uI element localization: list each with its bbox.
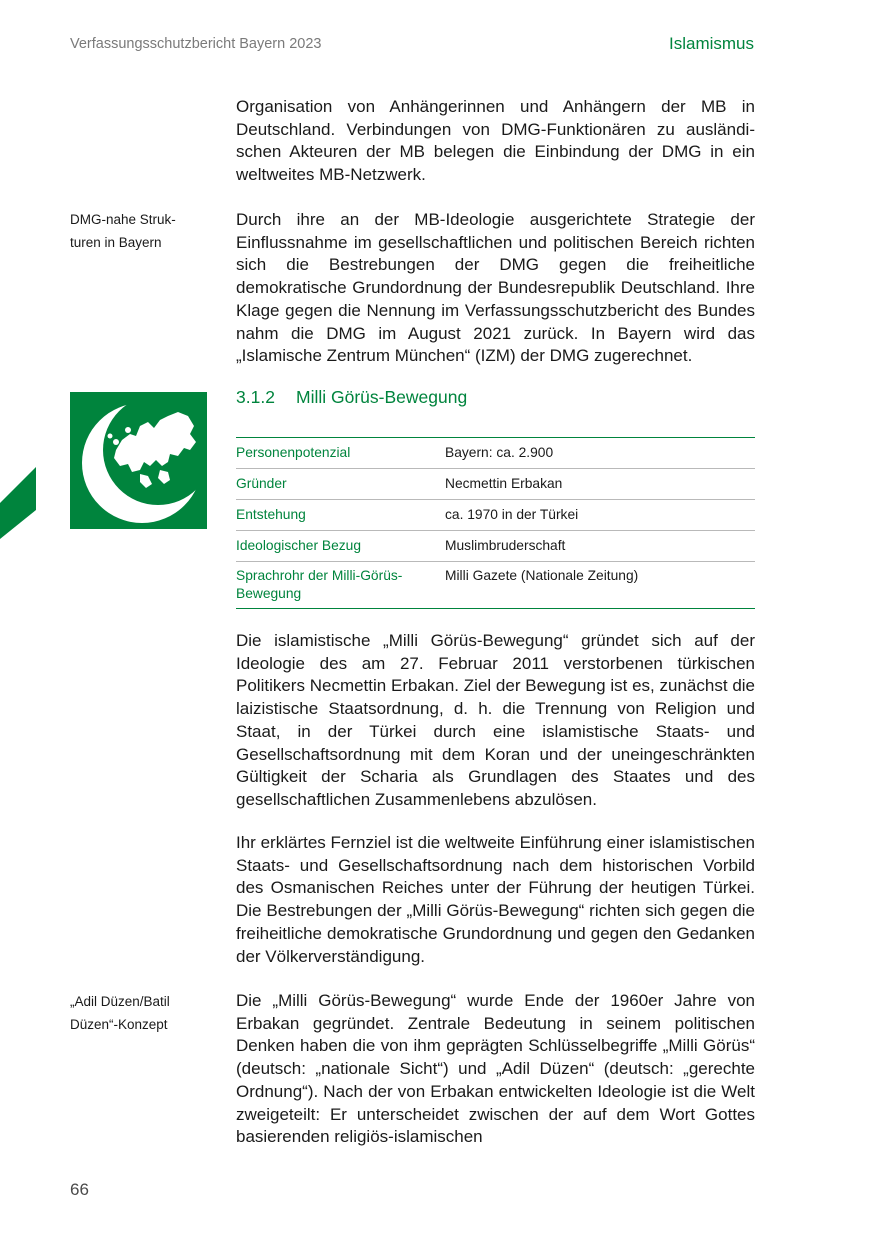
margin-note-adil-duezen: [70, 990, 210, 1036]
paragraph-fernziel: Ihr erklärtes Fernziel ist die weltweite Einführung einer islamistischen Staats- und Gesellschaftsordnung nach dem historischen Vorbild des Osmanischen Reiches unter der Führung der heutigen Türkei. Die Bestrebungen der „Milli Görüs-Bewegung“ richten sich gegen die freiheitliche demokratische Grundordnung und gegen den Gedanken der Völkerverständigung.: [236, 833, 755, 966]
fact-row: [236, 438, 755, 469]
fact-value: Milli Gazete (Nationale Zeitung): [445, 568, 639, 583]
fact-label: Personenpotenzial: [236, 445, 351, 460]
margin-note-line: Düzen“-Konzept: [70, 1017, 168, 1032]
fact-value: Necmettin Erbakan: [445, 476, 563, 491]
fact-row: [236, 562, 755, 608]
paragraph-dmg-strategie: Durch ihre an der MB-Ideologie ausgerichtete Strategie der Einflussnahme im gesellschaftlichen und politischen Bereich richten sich die Bestrebungen der DMG gegen die freiheitliche demokratische Grundordnung der Bundesrepublik Deutschland. Ihre Klage gegen die Nennung im Verfassungsschutzbericht des Bundes nahm die DMG im August 2021 zurück. In Bayern wird das „Islamische Zentrum München“ (IZM) der DMG zugerechnet.: [236, 210, 755, 366]
running-header-section: Islamismus: [668, 34, 754, 53]
margin-note-line: „Adil Düzen/Batil: [70, 994, 170, 1009]
fact-label: Entstehung: [236, 507, 306, 522]
green-triangle-tab-icon: [0, 467, 36, 539]
section-heading: [236, 387, 467, 408]
paragraph-milli-goerues-ideologie: Die islamistische „Milli Görüs-Bewegung“ gründet sich auf der Ideologie des am 27. Februar 2011 verstorbenen türkischen Politikers Necmettin Erbakan. Ziel der Bewegung ist es, zunächst die laizistische Staatsordnung, d. h. die Trennung von Religion und Staat, in der Türkei durch eine islamistische Staats- und Gesellschaftsordnung mit dem Koran und der uneingeschränkten Gültigkeit der Scharia als Grundlagen des Staates und des gesellschaftlichen Zusammenlebens abzulösen.: [236, 631, 755, 809]
fact-table: [236, 437, 755, 609]
margin-note-line: DMG-nahe Struk-: [70, 212, 176, 227]
fact-row: [236, 500, 755, 531]
fact-row: [236, 469, 755, 500]
fact-value: Bayern: ca. 2.900: [445, 445, 554, 460]
margin-note-dmg-strukturen: [70, 208, 210, 254]
fact-label: Gründer: [236, 476, 287, 491]
section-number: 3.1.2: [236, 387, 275, 407]
fact-label: Sprachrohr der Milli-Görüs-Bewegung: [236, 568, 403, 601]
running-header-left: Verfassungsschutzbericht Bayern 2023: [70, 36, 322, 52]
fact-value: Muslimbruderschaft: [445, 538, 566, 553]
paragraph-mb-organisation: Organisation von Anhängerinnen und Anhängern der MB in Deutschland. Verbindungen von DMG-Funktionären zu ausländischen Akteuren der MB belegen die Einbindung der DMG in ein weltweites MB-Netzwerk.: [236, 97, 755, 185]
margin-note-line: turen in Bayern: [70, 235, 162, 250]
section-title: Milli Görüs-Bewegung: [296, 387, 468, 407]
fact-label: Ideologischer Bezug: [236, 538, 362, 553]
milli-goerues-logo-icon: [70, 392, 207, 529]
paragraph-gruendung: Die „Milli Görüs-Bewegung“ wurde Ende der 1960er Jahre von Erbakan gegründet. Zentrale Bedeutung in seinem politischen Denken haben die von ihm geprägten Schlüsselbegriffe „Milli Görüs“ (deutsch: „nationale Sicht“) und „Adil Düzen“ (deutsch: „gerechte Ordnung“). Nach der von Erbakan entwickelten Ideologie ist die Welt zweigeteilt: Er unterscheidet zwischen der auf dem Wort Gottes basierenden religiös-islamischen: [236, 991, 755, 1147]
page-number: 66: [70, 1180, 89, 1199]
fact-row: [236, 531, 755, 562]
fact-value: ca. 1970 in der Türkei: [445, 507, 579, 522]
